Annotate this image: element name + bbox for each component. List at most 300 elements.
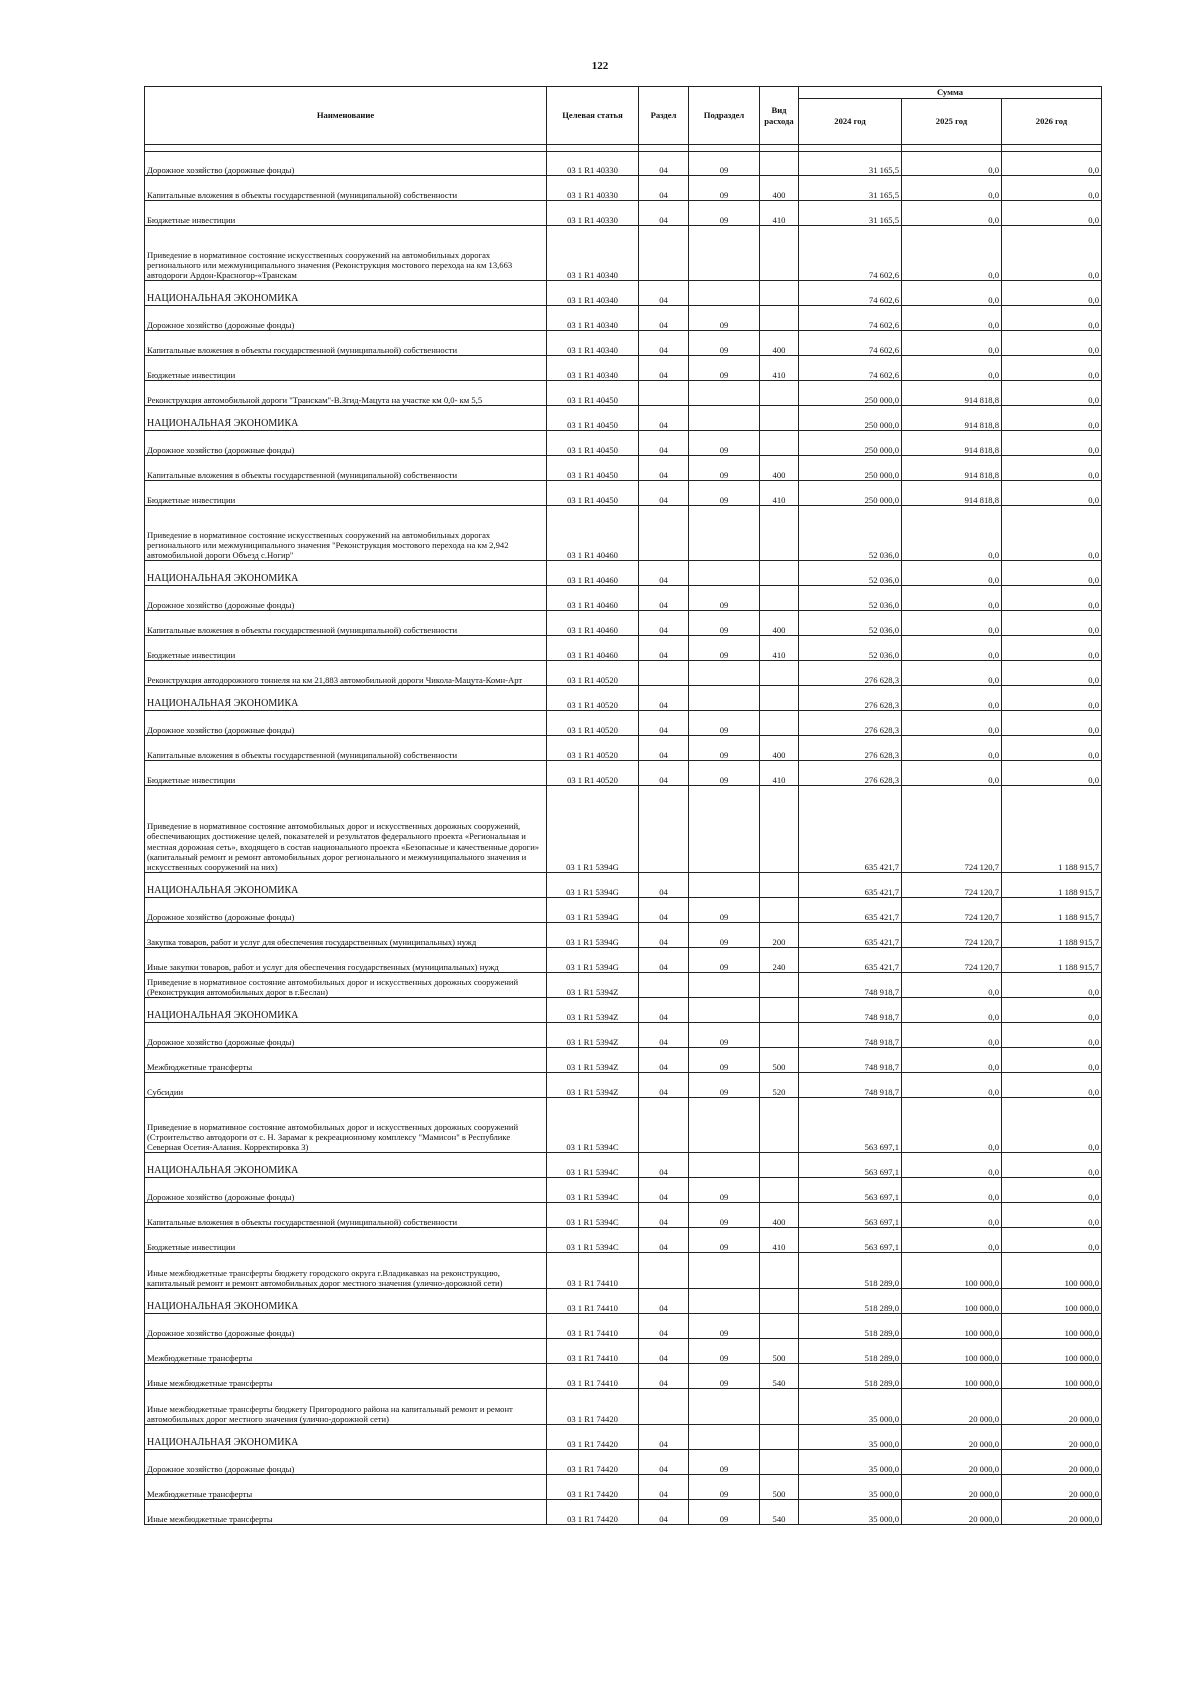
cell-name: Приведение в нормативное состояние автомобильных дорог и искусственных дорожных сооружений (Реконструкция автомобильных дорог в г.Беслан) <box>145 973 547 998</box>
cell-expense-type: 200 <box>760 923 799 948</box>
cell-target-article: 03 1 R1 74420 <box>547 1425 639 1450</box>
cell-sum-2024: 276 628,3 <box>799 661 902 686</box>
cell-subsection: 09 <box>689 1314 760 1339</box>
cell-subsection: 09 <box>689 481 760 506</box>
cell-name: Иные закупки товаров, работ и услуг для обеспечения государственных (муниципальных) нужд <box>145 948 547 973</box>
cell-target-article: 03 1 R1 74410 <box>547 1364 639 1389</box>
cell-sum-2025: 20 000,0 <box>902 1500 1002 1525</box>
table-row <box>145 201 1102 226</box>
cell-target-article: 03 1 R1 40340 <box>547 331 639 356</box>
cell-target-article: 03 1 R1 5394Z <box>547 998 639 1023</box>
cell-subsection: 09 <box>689 176 760 201</box>
cell-sum-2026: 20 000,0 <box>1002 1389 1102 1425</box>
cell-expense-type <box>760 1289 799 1314</box>
cell-target-article: 03 1 R1 5394C <box>547 1153 639 1178</box>
cell-section: 04 <box>639 1048 689 1073</box>
cell-sum-2024: 518 289,0 <box>799 1339 902 1364</box>
cell-name: Дорожное хозяйство (дорожные фонды) <box>145 1178 547 1203</box>
cell-sum-2025: 0,0 <box>902 356 1002 381</box>
cell-section: 04 <box>639 152 689 176</box>
cell-sum-2026: 0,0 <box>1002 686 1102 711</box>
table-row <box>145 1048 1102 1073</box>
table-row <box>145 481 1102 506</box>
cell-expense-type <box>760 431 799 456</box>
table-row <box>145 1475 1102 1500</box>
cell-sum-2026: 20 000,0 <box>1002 1500 1102 1525</box>
cell-subsection: 09 <box>689 431 760 456</box>
table-row <box>145 1425 1102 1450</box>
header-spacer-row <box>145 145 1102 152</box>
cell-target-article: 03 1 R1 40460 <box>547 561 639 586</box>
cell-sum-2026: 20 000,0 <box>1002 1475 1102 1500</box>
cell-target-article: 03 1 R1 5394C <box>547 1178 639 1203</box>
cell-expense-type: 410 <box>760 356 799 381</box>
header-section: Раздел <box>639 87 689 145</box>
cell-sum-2024: 74 602,6 <box>799 331 902 356</box>
cell-section: 04 <box>639 1339 689 1364</box>
cell-target-article: 03 1 R1 5394Z <box>547 973 639 998</box>
cell-sum-2025: 914 818,8 <box>902 431 1002 456</box>
table-row <box>145 226 1102 281</box>
cell-subsection: 09 <box>689 456 760 481</box>
cell-subsection: 09 <box>689 1339 760 1364</box>
header-name: Наименование <box>145 87 547 145</box>
cell-sum-2024: 748 918,7 <box>799 1048 902 1073</box>
cell-section: 04 <box>639 406 689 431</box>
table-row <box>145 331 1102 356</box>
cell-name: Приведение в нормативное состояние автомобильных дорог и искусственных дорожных сооружений (Строительство автодороги от с. Н. Зарамаг к рекреационному комплексу "Мамисон" в Республике Северная Осетия-Алания. Корректировка 3) <box>145 1098 547 1153</box>
cell-section: 04 <box>639 761 689 786</box>
cell-sum-2024: 74 602,6 <box>799 226 902 281</box>
cell-sum-2026: 0,0 <box>1002 281 1102 306</box>
cell-target-article: 03 1 R1 40450 <box>547 406 639 431</box>
cell-section: 04 <box>639 923 689 948</box>
cell-sum-2025: 0,0 <box>902 1203 1002 1228</box>
cell-subsection <box>689 1153 760 1178</box>
cell-name: Дорожное хозяйство (дорожные фонды) <box>145 431 547 456</box>
cell-sum-2025: 20 000,0 <box>902 1450 1002 1475</box>
cell-name: Дорожное хозяйство (дорожные фонды) <box>145 898 547 923</box>
cell-sum-2025: 914 818,8 <box>902 381 1002 406</box>
cell-subsection: 09 <box>689 152 760 176</box>
cell-subsection: 09 <box>689 611 760 636</box>
cell-sum-2024: 563 697,1 <box>799 1178 902 1203</box>
header-year-2025: 2025 год <box>902 99 1002 145</box>
cell-expense-type <box>760 152 799 176</box>
cell-section <box>639 381 689 406</box>
cell-section <box>639 1098 689 1153</box>
cell-sum-2024: 35 000,0 <box>799 1450 902 1475</box>
cell-target-article: 03 1 R1 5394C <box>547 1098 639 1153</box>
table-row <box>145 873 1102 898</box>
cell-sum-2025: 20 000,0 <box>902 1389 1002 1425</box>
cell-expense-type <box>760 406 799 431</box>
cell-sum-2024: 74 602,6 <box>799 356 902 381</box>
cell-expense-type: 520 <box>760 1073 799 1098</box>
cell-sum-2026: 0,0 <box>1002 306 1102 331</box>
cell-target-article: 03 1 R1 40460 <box>547 636 639 661</box>
cell-sum-2024: 748 918,7 <box>799 1073 902 1098</box>
cell-subsection <box>689 786 760 873</box>
header-subsection: Подраздел <box>689 87 760 145</box>
cell-name: Дорожное хозяйство (дорожные фонды) <box>145 1450 547 1475</box>
cell-sum-2024: 35 000,0 <box>799 1425 902 1450</box>
cell-subsection: 09 <box>689 1500 760 1525</box>
cell-name: Дорожное хозяйство (дорожные фонды) <box>145 1023 547 1048</box>
cell-sum-2025: 0,0 <box>902 973 1002 998</box>
cell-sum-2025: 0,0 <box>902 1098 1002 1153</box>
cell-subsection: 09 <box>689 636 760 661</box>
cell-name: Капитальные вложения в объекты государственной (муниципальной) собственности <box>145 1203 547 1228</box>
table-row <box>145 1289 1102 1314</box>
cell-subsection: 09 <box>689 923 760 948</box>
table-body <box>145 145 1102 1525</box>
cell-sum-2024: 31 165,5 <box>799 201 902 226</box>
cell-subsection <box>689 1289 760 1314</box>
cell-subsection <box>689 281 760 306</box>
header-year-2026: 2026 год <box>1002 99 1102 145</box>
cell-section: 04 <box>639 1203 689 1228</box>
table-row <box>145 1500 1102 1525</box>
cell-subsection: 09 <box>689 201 760 226</box>
cell-name: Капитальные вложения в объекты государственной (муниципальной) собственности <box>145 456 547 481</box>
cell-sum-2025: 0,0 <box>902 1023 1002 1048</box>
table-row <box>145 456 1102 481</box>
cell-section: 04 <box>639 1073 689 1098</box>
cell-section: 04 <box>639 873 689 898</box>
header-expense-type: Вид расхода <box>760 87 799 145</box>
table-row <box>145 1073 1102 1098</box>
cell-sum-2024: 250 000,0 <box>799 381 902 406</box>
table-row <box>145 1364 1102 1389</box>
cell-sum-2024: 276 628,3 <box>799 736 902 761</box>
cell-target-article: 03 1 R1 74410 <box>547 1253 639 1289</box>
cell-name: НАЦИОНАЛЬНАЯ ЭКОНОМИКА <box>145 406 547 431</box>
cell-sum-2025: 100 000,0 <box>902 1339 1002 1364</box>
table-row <box>145 923 1102 948</box>
table-row <box>145 561 1102 586</box>
table-row <box>145 686 1102 711</box>
cell-sum-2025: 0,0 <box>902 1073 1002 1098</box>
cell-subsection <box>689 661 760 686</box>
cell-section: 04 <box>639 176 689 201</box>
cell-name: Субсидии <box>145 1073 547 1098</box>
cell-name: Капитальные вложения в объекты государственной (муниципальной) собственности <box>145 331 547 356</box>
table-row <box>145 711 1102 736</box>
cell-target-article: 03 1 R1 40340 <box>547 356 639 381</box>
cell-target-article: 03 1 R1 40520 <box>547 686 639 711</box>
cell-subsection <box>689 873 760 898</box>
cell-section: 04 <box>639 1364 689 1389</box>
cell-expense-type <box>760 586 799 611</box>
cell-section: 04 <box>639 686 689 711</box>
cell-name: Приведение в нормативное состояние искусственных сооружений на автомобильных дорогах регионального или межмуниципального значения (Реконструкция мостового перехода на км 13,663 автодороги Ардон-Красногор-«Транскам <box>145 226 547 281</box>
cell-expense-type <box>760 998 799 1023</box>
table-row <box>145 152 1102 176</box>
cell-sum-2025: 914 818,8 <box>902 481 1002 506</box>
cell-section: 04 <box>639 1289 689 1314</box>
cell-section: 04 <box>639 1178 689 1203</box>
cell-sum-2026: 0,0 <box>1002 381 1102 406</box>
cell-sum-2024: 563 697,1 <box>799 1153 902 1178</box>
cell-target-article: 03 1 R1 74420 <box>547 1450 639 1475</box>
cell-sum-2025: 0,0 <box>902 711 1002 736</box>
cell-sum-2025: 100 000,0 <box>902 1289 1002 1314</box>
cell-sum-2024: 31 165,5 <box>799 152 902 176</box>
cell-target-article: 03 1 R1 5394G <box>547 898 639 923</box>
cell-expense-type: 410 <box>760 761 799 786</box>
cell-subsection: 09 <box>689 898 760 923</box>
cell-expense-type: 400 <box>760 331 799 356</box>
cell-sum-2025: 0,0 <box>902 506 1002 561</box>
cell-sum-2025: 100 000,0 <box>902 1253 1002 1289</box>
cell-sum-2025: 0,0 <box>902 176 1002 201</box>
cell-section: 04 <box>639 1314 689 1339</box>
cell-target-article: 03 1 R1 74420 <box>547 1475 639 1500</box>
table-row <box>145 431 1102 456</box>
cell-expense-type: 400 <box>760 1203 799 1228</box>
cell-target-article: 03 1 R1 40460 <box>547 506 639 561</box>
cell-subsection <box>689 1253 760 1289</box>
cell-sum-2025: 0,0 <box>902 686 1002 711</box>
cell-sum-2026: 0,0 <box>1002 481 1102 506</box>
cell-section: 04 <box>639 586 689 611</box>
cell-target-article: 03 1 R1 40460 <box>547 586 639 611</box>
table-row <box>145 661 1102 686</box>
table-row <box>145 1203 1102 1228</box>
cell-subsection: 09 <box>689 586 760 611</box>
cell-target-article: 03 1 R1 5394C <box>547 1228 639 1253</box>
cell-subsection: 09 <box>689 1364 760 1389</box>
cell-subsection <box>689 226 760 281</box>
cell-subsection <box>689 1098 760 1153</box>
cell-sum-2025: 0,0 <box>902 636 1002 661</box>
cell-sum-2024: 250 000,0 <box>799 456 902 481</box>
cell-expense-type <box>760 1450 799 1475</box>
cell-sum-2025: 0,0 <box>902 306 1002 331</box>
cell-section: 04 <box>639 998 689 1023</box>
table-row <box>145 1314 1102 1339</box>
cell-sum-2025: 0,0 <box>902 736 1002 761</box>
cell-subsection: 09 <box>689 1228 760 1253</box>
cell-section: 04 <box>639 611 689 636</box>
page-number: 122 <box>591 60 609 72</box>
cell-name: Дорожное хозяйство (дорожные фонды) <box>145 152 547 176</box>
cell-sum-2026: 0,0 <box>1002 1228 1102 1253</box>
cell-section: 04 <box>639 1500 689 1525</box>
cell-section <box>639 506 689 561</box>
cell-sum-2024: 635 421,7 <box>799 873 902 898</box>
cell-name: Дорожное хозяйство (дорожные фонды) <box>145 711 547 736</box>
cell-subsection: 09 <box>689 1178 760 1203</box>
header-year-2024: 2024 год <box>799 99 902 145</box>
cell-expense-type <box>760 506 799 561</box>
cell-section: 04 <box>639 281 689 306</box>
cell-sum-2024: 563 697,1 <box>799 1098 902 1153</box>
table-row <box>145 1153 1102 1178</box>
cell-expense-type <box>760 661 799 686</box>
budget-table <box>144 86 1102 1525</box>
cell-name: Приведение в нормативное состояние автомобильных дорог и искусственных дорожных сооружений, обеспечивающих достижение целей, показателей и результатов федерального проекта «Региональная и местная дорожная сеть», входящего в состав национального проекта «Безопасные и качественные дороги» (капитальный ремонт и ремонт автомобильных дорог регионального и межмуниципального значения и искусственных сооружений на них) <box>145 786 547 873</box>
cell-sum-2025: 0,0 <box>902 281 1002 306</box>
table-row <box>145 281 1102 306</box>
cell-expense-type <box>760 1314 799 1339</box>
cell-sum-2024: 250 000,0 <box>799 481 902 506</box>
table-row <box>145 1228 1102 1253</box>
cell-sum-2026: 1 188 915,7 <box>1002 923 1102 948</box>
cell-expense-type: 410 <box>760 1228 799 1253</box>
cell-target-article: 03 1 R1 40340 <box>547 226 639 281</box>
cell-target-article: 03 1 R1 40330 <box>547 152 639 176</box>
cell-subsection: 09 <box>689 1073 760 1098</box>
table-row <box>145 506 1102 561</box>
cell-sum-2026: 0,0 <box>1002 1048 1102 1073</box>
cell-target-article: 03 1 R1 40330 <box>547 201 639 226</box>
cell-target-article: 03 1 R1 5394G <box>547 948 639 973</box>
table-row <box>145 1389 1102 1425</box>
cell-sum-2026: 100 000,0 <box>1002 1253 1102 1289</box>
cell-sum-2025: 724 120,7 <box>902 898 1002 923</box>
cell-sum-2024: 52 036,0 <box>799 636 902 661</box>
cell-sum-2026: 0,0 <box>1002 761 1102 786</box>
table-row <box>145 381 1102 406</box>
cell-subsection: 09 <box>689 1203 760 1228</box>
cell-section: 04 <box>639 736 689 761</box>
cell-target-article: 03 1 R1 74410 <box>547 1314 639 1339</box>
table-row <box>145 1450 1102 1475</box>
cell-sum-2024: 635 421,7 <box>799 948 902 973</box>
cell-sum-2026: 100 000,0 <box>1002 1289 1102 1314</box>
cell-target-article: 03 1 R1 5394G <box>547 786 639 873</box>
table-row <box>145 176 1102 201</box>
cell-sum-2026: 0,0 <box>1002 152 1102 176</box>
cell-target-article: 03 1 R1 40340 <box>547 306 639 331</box>
cell-sum-2025: 0,0 <box>902 611 1002 636</box>
table-row <box>145 973 1102 998</box>
cell-sum-2026: 1 188 915,7 <box>1002 786 1102 873</box>
cell-target-article: 03 1 R1 40330 <box>547 176 639 201</box>
cell-target-article: 03 1 R1 74410 <box>547 1289 639 1314</box>
cell-target-article: 03 1 R1 74420 <box>547 1500 639 1525</box>
cell-sum-2026: 0,0 <box>1002 176 1102 201</box>
cell-sum-2026: 0,0 <box>1002 998 1102 1023</box>
cell-sum-2026: 0,0 <box>1002 356 1102 381</box>
cell-section <box>639 226 689 281</box>
cell-sum-2026: 100 000,0 <box>1002 1364 1102 1389</box>
cell-sum-2025: 914 818,8 <box>902 456 1002 481</box>
cell-name: Дорожное хозяйство (дорожные фонды) <box>145 306 547 331</box>
table-row <box>145 611 1102 636</box>
cell-target-article: 03 1 R1 5394Z <box>547 1048 639 1073</box>
cell-sum-2025: 0,0 <box>902 331 1002 356</box>
table-row <box>145 1339 1102 1364</box>
cell-name: Капитальные вложения в объекты государственной (муниципальной) собственности <box>145 176 547 201</box>
cell-section: 04 <box>639 456 689 481</box>
cell-name: НАЦИОНАЛЬНАЯ ЭКОНОМИКА <box>145 873 547 898</box>
cell-name: Приведение в нормативное состояние искусственных сооружений на автомобильных дорогах регионального или межмуниципального значения "Реконструкция мостового перехода на км 2,942 автомобильной дороги Объезд с.Ногир" <box>145 506 547 561</box>
cell-expense-type: 500 <box>760 1339 799 1364</box>
cell-expense-type <box>760 1098 799 1153</box>
table-row <box>145 586 1102 611</box>
cell-sum-2026: 0,0 <box>1002 561 1102 586</box>
cell-expense-type: 400 <box>760 736 799 761</box>
cell-sum-2025: 0,0 <box>902 201 1002 226</box>
cell-sum-2025: 0,0 <box>902 152 1002 176</box>
cell-sum-2024: 35 000,0 <box>799 1389 902 1425</box>
cell-section: 04 <box>639 1425 689 1450</box>
cell-sum-2026: 0,0 <box>1002 1073 1102 1098</box>
cell-expense-type <box>760 1153 799 1178</box>
cell-sum-2026: 0,0 <box>1002 431 1102 456</box>
cell-name: Капитальные вложения в объекты государственной (муниципальной) собственности <box>145 611 547 636</box>
cell-sum-2026: 0,0 <box>1002 736 1102 761</box>
table-row <box>145 948 1102 973</box>
cell-expense-type: 410 <box>760 201 799 226</box>
cell-section: 04 <box>639 356 689 381</box>
table-row <box>145 406 1102 431</box>
cell-section <box>639 786 689 873</box>
cell-subsection <box>689 1389 760 1425</box>
cell-target-article: 03 1 R1 5394Z <box>547 1023 639 1048</box>
cell-section <box>639 1253 689 1289</box>
cell-sum-2026: 0,0 <box>1002 661 1102 686</box>
cell-sum-2024: 35 000,0 <box>799 1500 902 1525</box>
cell-sum-2024: 748 918,7 <box>799 1023 902 1048</box>
cell-expense-type <box>760 686 799 711</box>
cell-target-article: 03 1 R1 74420 <box>547 1389 639 1425</box>
table-row <box>145 1098 1102 1153</box>
cell-subsection: 09 <box>689 356 760 381</box>
cell-sum-2024: 518 289,0 <box>799 1314 902 1339</box>
cell-sum-2024: 35 000,0 <box>799 1475 902 1500</box>
cell-name: Межбюджетные трансферты <box>145 1339 547 1364</box>
cell-subsection: 09 <box>689 1475 760 1500</box>
cell-subsection: 09 <box>689 1048 760 1073</box>
cell-name: НАЦИОНАЛЬНАЯ ЭКОНОМИКА <box>145 281 547 306</box>
cell-sum-2024: 52 036,0 <box>799 506 902 561</box>
cell-sum-2024: 635 421,7 <box>799 786 902 873</box>
cell-sum-2025: 724 120,7 <box>902 948 1002 973</box>
cell-sum-2024: 74 602,6 <box>799 306 902 331</box>
cell-sum-2024: 748 918,7 <box>799 998 902 1023</box>
cell-sum-2025: 100 000,0 <box>902 1314 1002 1339</box>
cell-name: Дорожное хозяйство (дорожные фонды) <box>145 586 547 611</box>
cell-sum-2025: 0,0 <box>902 761 1002 786</box>
cell-sum-2026: 0,0 <box>1002 1178 1102 1203</box>
cell-section: 04 <box>639 1153 689 1178</box>
cell-target-article: 03 1 R1 40520 <box>547 736 639 761</box>
cell-expense-type: 240 <box>760 948 799 973</box>
cell-sum-2026: 0,0 <box>1002 506 1102 561</box>
cell-name: НАЦИОНАЛЬНАЯ ЭКОНОМИКА <box>145 1425 547 1450</box>
cell-sum-2026: 20 000,0 <box>1002 1425 1102 1450</box>
cell-expense-type <box>760 973 799 998</box>
cell-sum-2025: 0,0 <box>902 1153 1002 1178</box>
cell-section: 04 <box>639 1228 689 1253</box>
cell-sum-2026: 0,0 <box>1002 586 1102 611</box>
cell-sum-2025: 0,0 <box>902 661 1002 686</box>
cell-sum-2025: 20 000,0 <box>902 1425 1002 1450</box>
cell-sum-2024: 276 628,3 <box>799 761 902 786</box>
cell-sum-2025: 0,0 <box>902 561 1002 586</box>
cell-sum-2026: 100 000,0 <box>1002 1314 1102 1339</box>
cell-name: Дорожное хозяйство (дорожные фонды) <box>145 1314 547 1339</box>
cell-expense-type: 500 <box>760 1048 799 1073</box>
cell-target-article: 03 1 R1 5394G <box>547 873 639 898</box>
cell-name: Закупка товаров, работ и услуг для обеспечения государственных (муниципальных) нужд <box>145 923 547 948</box>
cell-sum-2024: 276 628,3 <box>799 711 902 736</box>
cell-sum-2025: 724 120,7 <box>902 873 1002 898</box>
